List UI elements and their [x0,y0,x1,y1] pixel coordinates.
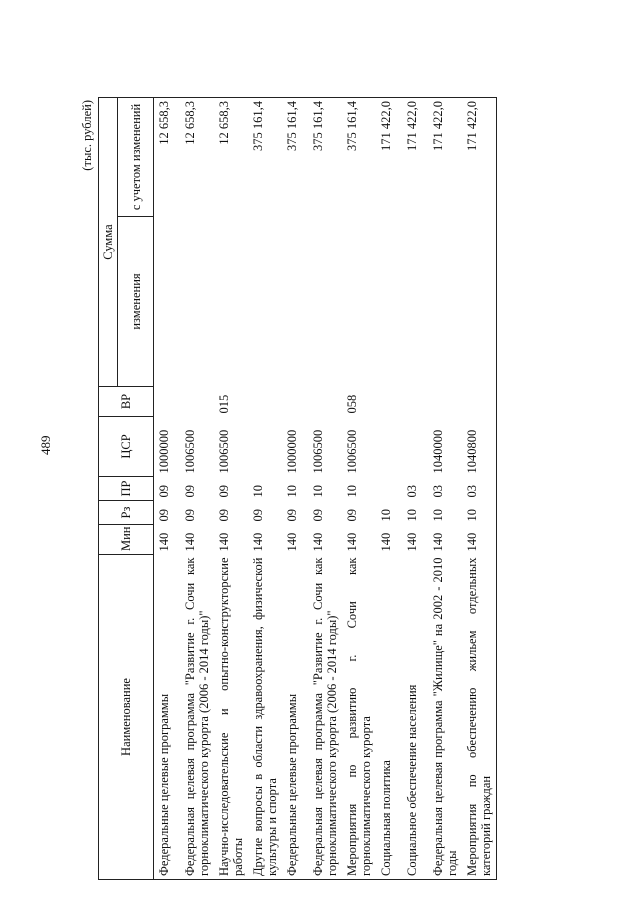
table-row [282,98,308,880]
header-min: Мин [99,525,154,555]
cell-rz: 10 [462,501,497,525]
table-row [342,98,376,880]
cell-min: 140 [430,532,445,552]
cell-changes [342,217,376,387]
cell-pr: 10 [284,485,299,498]
cell-csr: 1040000 [430,429,445,474]
cell-changes [462,217,497,387]
header-vr: ВР [99,387,154,417]
cell-with-changes: 171 422,0 [462,98,497,217]
header-with-changes: с учетом изменений [118,98,154,217]
cell-with-changes: 171 422,0 [402,98,428,217]
cell-pr: 09 [157,485,171,498]
cell-min: 140 [462,525,497,555]
budget-table [98,97,497,880]
cell-min: 140 [404,532,419,552]
cell-changes [248,217,282,387]
cell-pr: 10 [310,485,325,498]
cell-min: 140 [344,532,359,552]
cell-min: 140 [284,532,299,552]
cell-pr: 09 [216,485,231,498]
cell-name: Федеральная целевая программа "Развитие г. Сочи как горноклиматического курорта (2006 - 2014 годы)" [308,555,342,880]
cell-changes [428,217,462,387]
table-body [154,98,497,880]
cell-name: Научно-исследовательские и опытно-конструкторские работы [214,555,248,880]
cell-vr [248,387,282,417]
cell-vr [428,387,462,417]
cell-vr [376,387,402,417]
cell-csr [402,417,428,477]
cell-min: 140 [310,532,325,552]
cell-min: 140 [216,532,231,552]
cell-rz: 10 [430,509,445,522]
cell-rz: 09 [157,509,171,522]
cell-rz: 09 [250,509,265,522]
cell-with-changes: 12 658,3 [214,98,248,217]
cell-name: Мероприятия по обеспечению жильем отдельных категорий граждан [462,555,497,880]
cell-rz: 10 [404,509,419,522]
table-row [248,98,282,880]
header-rz: Рз [99,501,154,525]
cell-pr: 09 [182,485,197,498]
cell-vr: 058 [344,394,359,414]
table-row [402,98,428,880]
cell-rz: 10 [378,509,393,522]
cell-with-changes: 375 161,4 [308,98,342,217]
cell-pr: 10 [250,485,265,498]
cell-rz: 09 [216,509,231,522]
cell-with-changes: 375 161,4 [342,98,376,217]
cell-with-changes: 375 161,4 [248,98,282,217]
cell-name: Социальная политика [376,555,402,880]
cell-csr [376,417,402,477]
cell-pr [376,477,402,501]
cell-name: Мероприятия по развитию г. Сочи как горноклиматического курорта [342,555,376,880]
cell-with-changes: 171 422,0 [428,98,462,217]
cell-vr [154,387,180,417]
cell-min: 140 [157,532,171,552]
cell-pr: 03 [430,485,445,498]
cell-csr: 1006500 [216,429,231,474]
table-header [99,98,154,880]
cell-rz: 09 [284,509,299,522]
header-name: Наименование [99,555,154,880]
cell-min: 140 [378,532,393,552]
cell-name: Федеральные целевые программы [282,555,308,880]
cell-vr [462,387,497,417]
rotated-document [80,98,560,880]
cell-pr: 03 [462,477,497,501]
cell-name: Социальное обеспечение населения [402,555,428,880]
table-row [214,98,248,880]
header-sum: Сумма [99,98,118,387]
cell-changes [402,217,428,387]
cell-changes [308,217,342,387]
table-row [154,98,180,880]
cell-vr [180,387,214,417]
cell-vr: 015 [216,394,231,414]
cell-csr: 1000000 [157,429,171,474]
cell-pr: 03 [404,485,419,498]
header-changes: изменения [118,217,154,387]
cell-changes [282,217,308,387]
header-pr: ПР [99,477,154,501]
cell-with-changes: 12 658,3 [180,98,214,217]
cell-with-changes: 12 658,3 [154,98,180,217]
cell-with-changes: 375 161,4 [282,98,308,217]
cell-csr [248,417,282,477]
cell-changes [154,217,180,387]
table-row [376,98,402,880]
cell-name: Другие вопросы в области здравоохранения, физической культуры и спорта [248,555,282,880]
table-row [428,98,462,880]
cell-rz: 09 [344,509,359,522]
header-csr: ЦСР [99,417,154,477]
cell-csr: 1000000 [284,429,299,474]
table-row [180,98,214,880]
table-row [462,98,497,880]
cell-pr: 10 [344,485,359,498]
cell-name: Федеральные целевые программы [154,555,180,880]
cell-csr: 1006500 [182,429,197,474]
cell-changes [376,217,402,387]
cell-min: 140 [182,532,197,552]
cell-name: Федеральная целевая программа "Жилище" на 2002 - 2010 годы [428,555,462,880]
units-label: (тыс. рублей) [80,100,94,171]
cell-csr: 1006500 [344,429,359,474]
cell-name: Федеральная целевая программа "Развитие г. Сочи как горноклиматического курорта (2006 - 2014 годы)" [180,555,214,880]
table-row [308,98,342,880]
cell-vr [282,387,308,417]
cell-with-changes: 171 422,0 [376,98,402,217]
cell-changes [180,217,214,387]
cell-vr [308,387,342,417]
cell-rz: 09 [182,509,197,522]
page-number: 489 [38,435,53,455]
cell-min: 140 [250,532,265,552]
cell-rz: 09 [310,509,325,522]
cell-csr: 1040800 [462,417,497,477]
cell-csr: 1006500 [310,429,325,474]
cell-changes [214,217,248,387]
cell-vr [402,387,428,417]
